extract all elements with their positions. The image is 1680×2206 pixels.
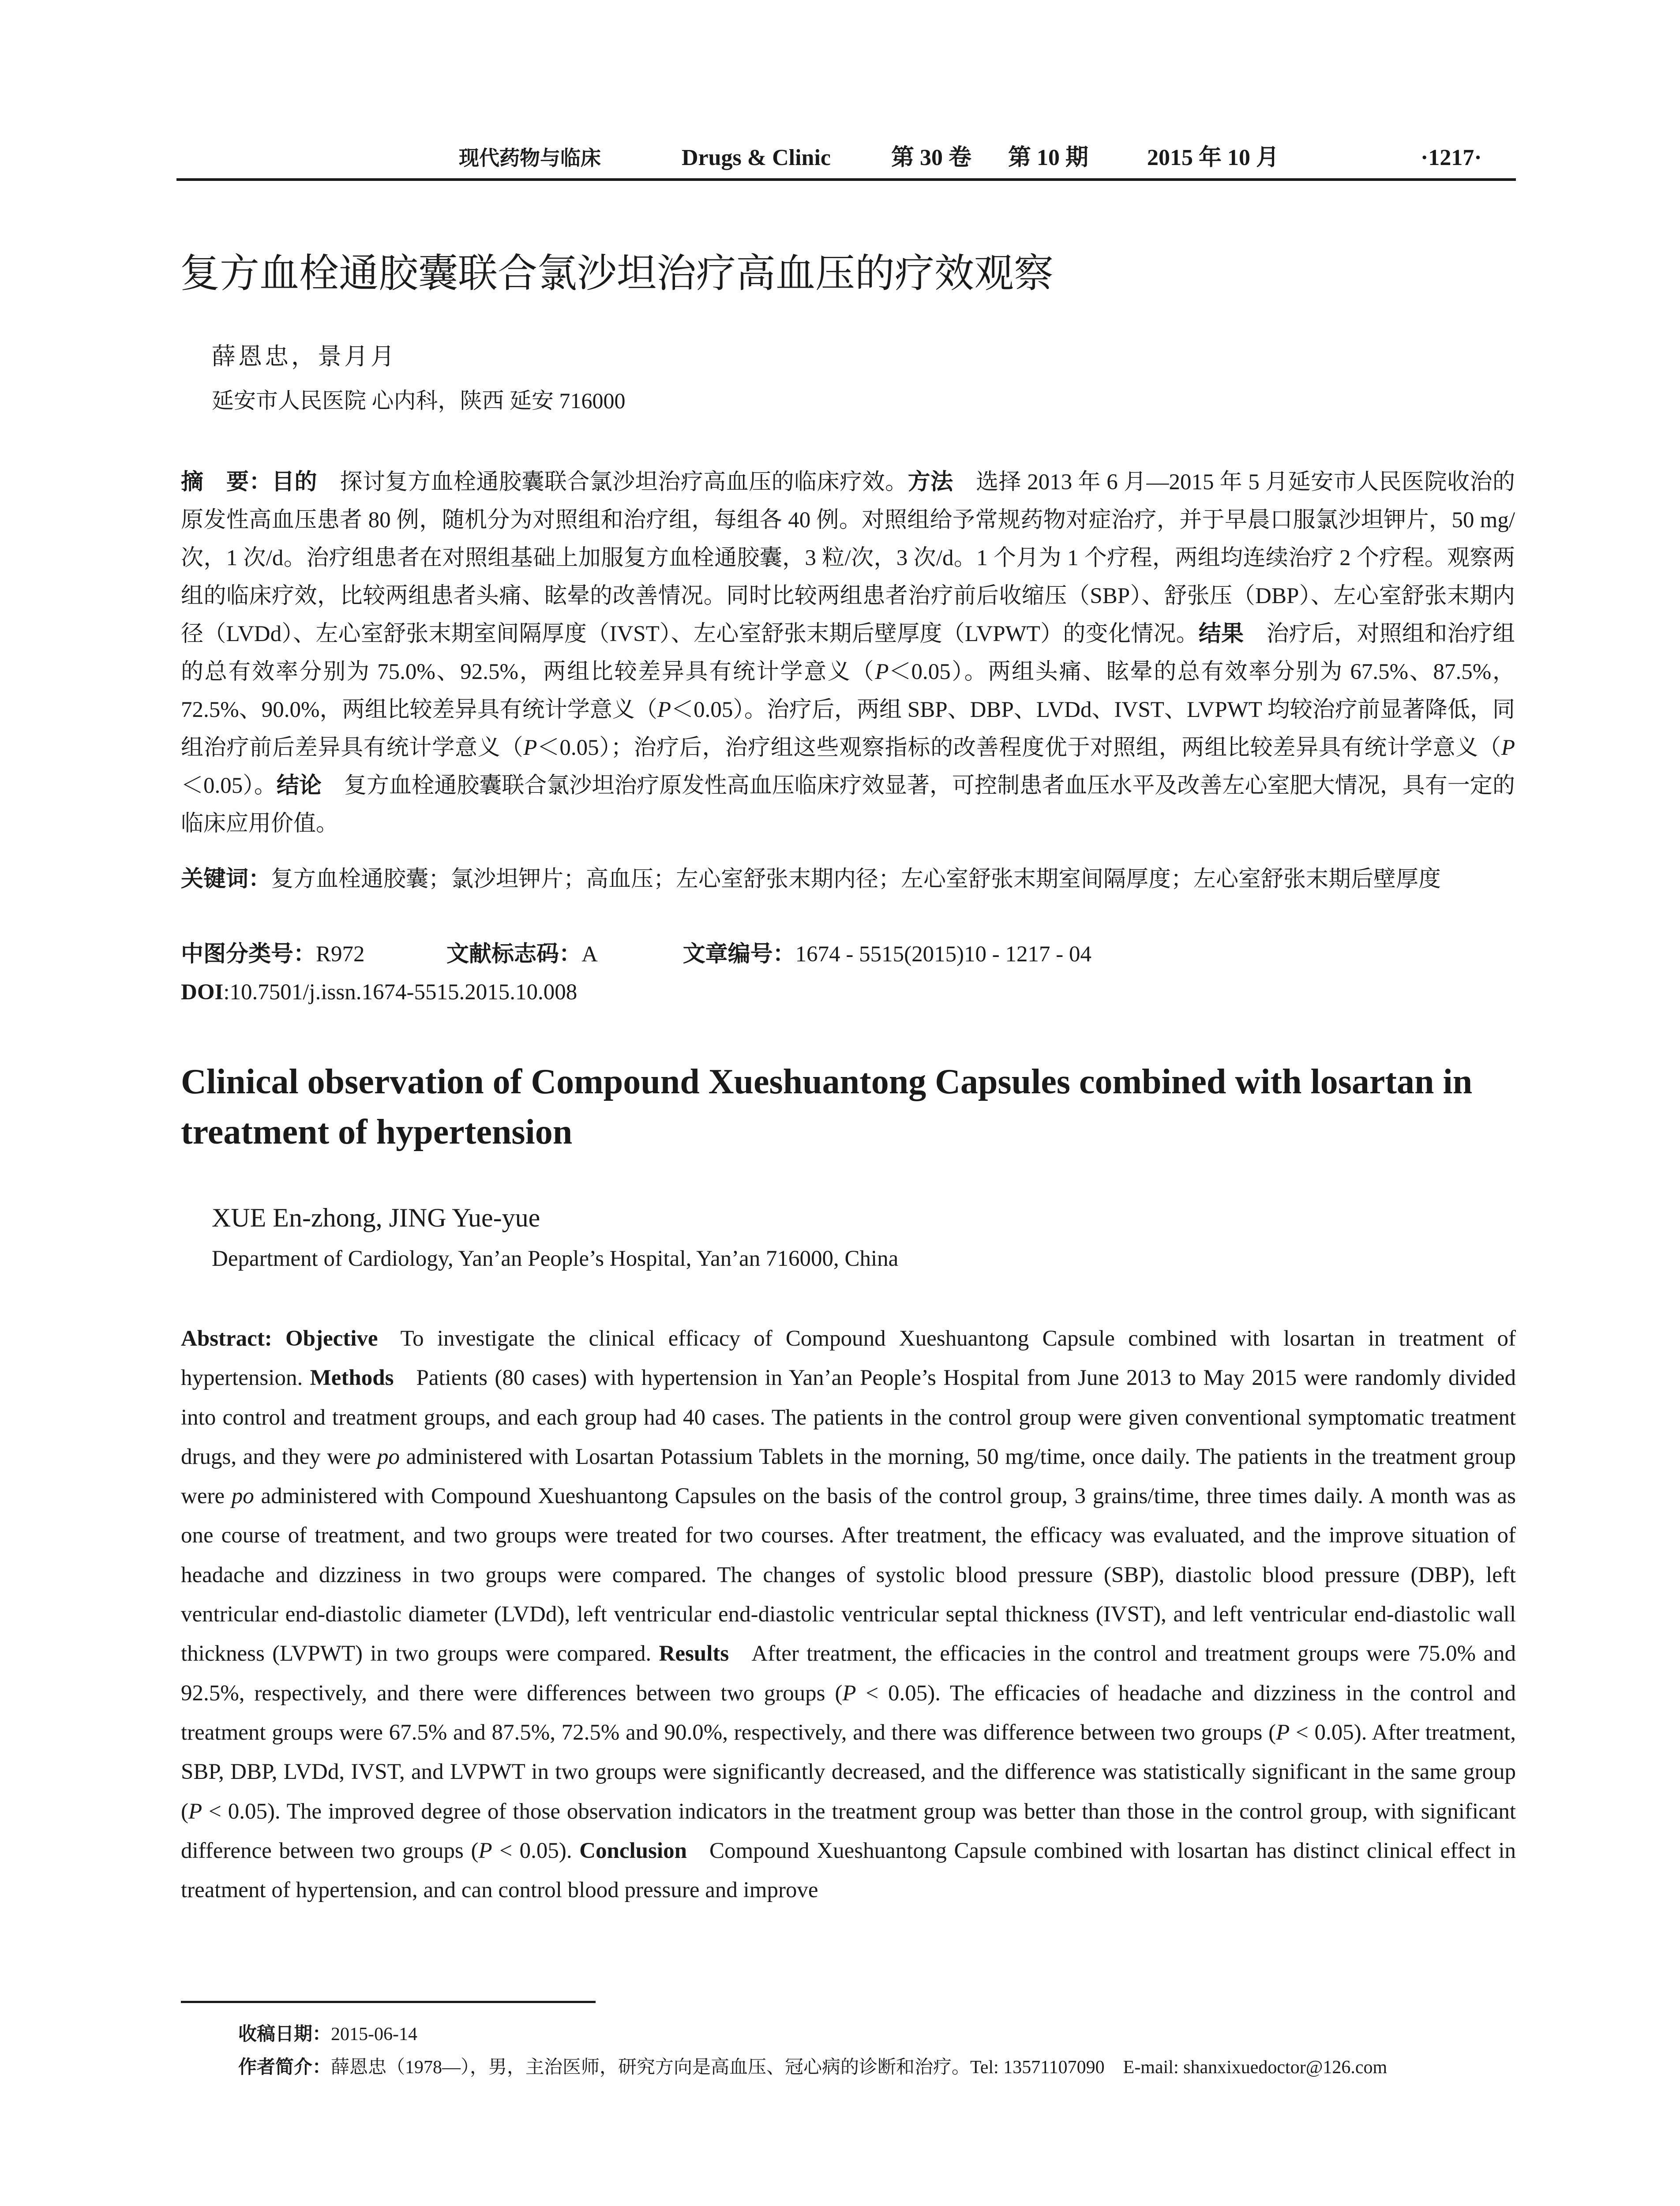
results-text-en: < 0.05). After treatment, SBP, DBP, LVDd, IVST, and LVPWT in two groups were significantly decreased, and the difference was statistically significant in the same group ( — [181, 1720, 1516, 1824]
doc-code-label: 文献标志码： — [446, 941, 582, 967]
paper-title-en: Clinical observation of Compound Xueshuantong Capsules combined with losartan in treatment of hypertension — [181, 1062, 1473, 1152]
conclusion-label-cn: 结论 — [276, 773, 322, 799]
doc-code: A — [581, 942, 597, 967]
clc-label: 中图分类号： — [181, 941, 316, 967]
journal-volume: 第 30 卷 — [891, 145, 972, 170]
methods-label-en: Methods — [310, 1366, 394, 1391]
received-label: 收稿日期： — [238, 2023, 331, 2045]
methods-label-cn: 方法 — [908, 469, 953, 495]
page-number: ·1217· — [1421, 145, 1482, 170]
objective-text-cn: 探讨复方血栓通胶囊联合氯沙坦治疗高血压的临床疗效。 — [340, 470, 908, 495]
results-text-cn: ＜0.05）。治疗后，两组 SBP、DBP、LVDd、IVST、LVPWT 均较治疗前显著降低，同组治疗前后差异具有统计学意义（ — [181, 698, 1515, 760]
results-text-cn: ＜0.05）。两组头痛、眩晕的总有效率分别为 67.5%、87.5%，72.5%、90.0%，两组比较差异具有统计学意义（ — [181, 660, 1515, 722]
conclusion-label-en: Conclusion — [579, 1838, 687, 1863]
conclusion-text-cn: 复方血栓通胶囊联合氯沙坦治疗原发性高血压临床疗效显著，可控制患者血压水平及改善左心室肥大情况，具有一定的临床应用价值。 — [181, 773, 1515, 836]
affiliation-cn: 延安市人民医院 心内科，陕西 延安 716000 — [212, 388, 626, 413]
classification-line — [181, 935, 1091, 973]
keywords-cn — [181, 860, 1515, 898]
objective-text-en: To investigate the clinical efficacy of Compound Xueshuantong Capsule combined with losartan in treatment of hypertension. — [181, 1326, 1516, 1391]
results-label-cn: 结果 — [1198, 621, 1244, 647]
objective-label-en: Abstract: Objective — [181, 1326, 378, 1351]
methods-text-en: Patients (80 cases) with hypertension in Yan’an People’s Hospital from June 2013 to May 2015 were randomly divided into control and treatment groups, and each group had 40 cases. The patients in the control group were given conventional symptomatic treatment drugs, and they were — [181, 1366, 1516, 1469]
results-label-en: Results — [659, 1641, 729, 1666]
po-abbrev: po — [231, 1484, 254, 1509]
p-symbol: P — [842, 1681, 856, 1706]
footnote-received — [238, 2018, 417, 2050]
abstract-cn — [181, 463, 1515, 843]
keywords-label-cn: 关键词： — [181, 866, 271, 892]
article-number-label: 文章编号： — [682, 941, 795, 967]
methods-text-en: administered with Compound Xueshuantong Capsules on the basis of the control group, 3 grains/time, three times daily. A month was as one course of treatment, and two groups were treated for two courses. After treatment, the efficacy was evaluated, and the improve situation of headache and dizziness in two groups were compared. The changes of systolic blood pressure (SBP), diastolic blood pressure (DBP), left ventricular end-diastolic diameter (LVDd), left ventricular end-diastolic ventricular septal thickness (IVST), and left ventricular end-diastolic wall thickness (LVPWT) in two groups were compared. — [181, 1484, 1516, 1666]
results-text-en: < 0.05). The improved degree of those observation indicators in the treatment group was better than those in the control group, with significant difference between two groups ( — [181, 1799, 1516, 1863]
clc-number: R972 — [316, 942, 365, 967]
author-info-text: 薛恩忠（1978—），男，主治医师，研究方向是高血压、冠心病的诊断和治疗。Tel: 13571107090 E-mail: shanxixuedoctor@126.com — [331, 2057, 1388, 2078]
abstract-en — [181, 1319, 1516, 1910]
doi-value: :10.7501/j.issn.1674-5515.2015.10.008 — [223, 980, 578, 1005]
received-date: 2015-06-14 — [331, 2024, 417, 2045]
p-symbol: P — [657, 698, 671, 722]
paper-title-cn: 复方血栓通胶囊联合氯沙坦治疗高血压的疗效观察 — [180, 250, 1054, 296]
results-text-cn: ＜0.05）；治疗后，治疗组这些观察指标的改善程度优于对照组，两组比较差异具有统计学意义（ — [537, 735, 1501, 760]
p-symbol: P — [188, 1799, 202, 1824]
keywords-text-cn: 复方血栓通胶囊；氯沙坦钾片；高血压；左心室舒张末期内径；左心室舒张末期室间隔厚度；左心室舒张末期后壁厚度 — [271, 867, 1441, 892]
journal-name-cn: 现代药物与临床 — [459, 146, 601, 170]
authors-en: XUE En-zhong, JING Yue-yue — [212, 1203, 540, 1232]
journal-issue: 第 10 期 — [1008, 145, 1089, 170]
p-symbol: P — [875, 660, 889, 684]
results-text-cn: ＜0.05）。 — [181, 773, 277, 798]
doi-label: DOI — [181, 980, 224, 1005]
abstract-label-cn: 摘 要： — [181, 469, 272, 495]
article-number: 1674 - 5515(2015)10 - 1217 - 04 — [795, 942, 1092, 967]
p-symbol: P — [1501, 735, 1515, 760]
conclusion-text-en: Compound Xueshuantong Capsule combined with losartan has distinct clinical effect in treatment of hypertension, and can control blood pressure and improve — [181, 1838, 1516, 1903]
doi-line — [181, 973, 577, 1011]
results-text-en: < 0.05). — [492, 1838, 572, 1863]
authors-cn: 薛恩忠，景月月 — [212, 343, 397, 370]
affiliation-en: Department of Cardiology, Yan’an People’s Hospital, Yan’an 716000, China — [212, 1246, 899, 1271]
journal-date: 2015 年 10 月 — [1147, 145, 1279, 170]
footnote-author — [238, 2052, 1387, 2083]
p-symbol: P — [478, 1838, 492, 1863]
po-abbrev: po — [377, 1444, 400, 1469]
header-rule — [176, 178, 1516, 181]
results-text-en: < 0.05). The efficacies of headache and dizziness in the control and treatment groups were 67.5% and 87.5%, 72.5% and 90.0%, respectively, and there was difference between two groups ( — [181, 1681, 1516, 1745]
methods-text-cn: 选择 2013 年 6 月—2015 年 5 月延安市人民医院收治的原发性高血压患者 80 例，随机分为对照组和治疗组，每组各 40 例。对照组给予常规药物对症治疗，并于早晨口服氯沙坦钾片，50 mg/次，1 次/d。治疗组患者在对照组基础上加服复方血栓通胶囊，3 粒/次，3 次/d。1 个月为 1 个疗程，两组均连续治疗 2 个疗程。观察两组的临床疗效，比较两组患者头痛、眩晕的改善情况。同时比较两组患者治疗前后收缩压（SBP）、舒张压（DBP）、左心室舒张末期内径（LVDd）、左心室舒张末期室间隔厚度（IVST）、左心室舒张末期后壁厚度（LVPWT）的变化情况。 — [181, 470, 1515, 646]
journal-name-en: Drugs & Clinic — [682, 145, 831, 170]
methods-text-en: administered with Losartan Potassium Tablets in the morning, 50 mg/time, once daily. The patients in the treatment group were — [181, 1444, 1516, 1509]
results-text-cn: 治疗后，对照组和治疗组的总有效率分别为 75.0%、92.5%，两组比较差异具有统计学意义（ — [181, 622, 1515, 684]
results-text-en: After treatment, the efficacies in the control and treatment groups were 75.0% and 92.5%, respectively, and there were differences between two groups ( — [181, 1641, 1516, 1706]
objective-label-cn: 目的 — [271, 469, 317, 495]
p-symbol: P — [1276, 1720, 1290, 1745]
footnote-rule — [181, 2001, 596, 2003]
author-info-label: 作者简介： — [238, 2056, 331, 2078]
p-symbol: P — [523, 735, 537, 760]
